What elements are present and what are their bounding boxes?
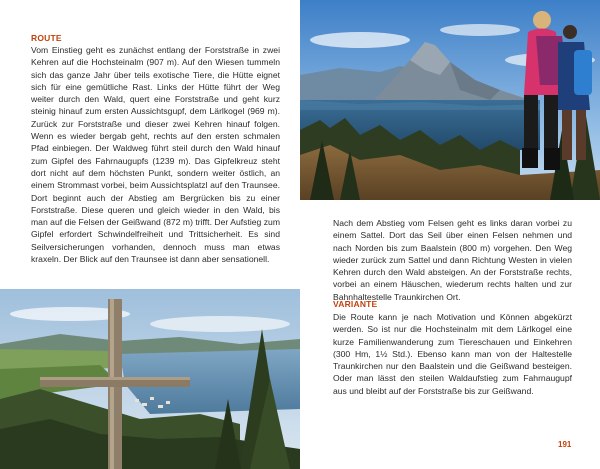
continuation-text: Nach dem Abstieg vom Felsen geht es links daran vorbei zu einem Sattel. Dort das Seil über einen Felsen nehmen und nach Norden bis zum Baalstein (800 m) vorgehen. Den Weg wieder zurück zum Sattel und dann Richtung Westen in vielen Kehren durch den Wald absteigen. An der Forststraße rechts, vorbei an einem Häuschen, wiederum rechts halten und zur Bahnhaltestelle Traunkirchen Ort. <box>333 218 572 302</box>
variant-heading: VARIANTE <box>333 299 378 309</box>
photo-hikers-traunstein-image <box>300 0 600 200</box>
route-heading: ROUTE <box>31 33 62 43</box>
photo-summit-cross-image <box>0 289 300 469</box>
photo-hikers-traunstein <box>300 0 600 200</box>
variant-text: Die Route kann je nach Motivation und Können abgekürzt werden. So ist nur die Hochsteinalm mit dem Lärlkogel eine kurze Familienwanderung zum Tiereschauen und Einkehren (300 Hm, 1½ Std.). Ebenso kann man von der Haltestelle Traunkirchen nur den Baalstein und die Geißwand besteigen. Oder man lässt den steilen Waldaufstieg zum Fahrnaugupf aus und bleibt auf der Forststraße bis zur Geißwand. <box>333 312 572 396</box>
page-number: 191 <box>558 440 572 449</box>
route-text: Vom Einstieg geht es zunächst entlang der Forststraße in zwei Kehren auf die Hochsteinalm (907 m). Auf den Wiesen tummeln sich das ganze Jahr über teils exotische Tiere, die Hütte eignet sich für eine gemütliche Rast. Links der Hütte führt der Weg weiter durch den Wald, quert eine Forststraße und geht kurz steinig hinauf zum ersten Aussichtsgupf, dem Lärlkogel (969 m). Zurück zur Forststraße und dieser zwei Kehren hinauf folgen. Wenn es wieder bergab geht, rechts auf den ersten schmalen Pfad einbiegen. Der Waldweg führt steil durch den Wald hinauf zum Gipfel des Fahrnaugupfs (1239 m). Das Gipfelkreuz steht dort nicht auf dem höchsten Punkt, sondern weiter östlich, an einem Strommast vorbei, beim Aussichtsplatzl auf den Traunsee. Dort beginnt auch der Abstieg am Bergrücken bis zu einer Forststraße. Diese queren und gleich wieder in den Wald, bis man auf die Felsen der Geißwand (872 m) trifft. Der Aufstieg zum Gipfel erfordert Schwindelfreiheit und Trittsicherheit. Es sind Seilversicherungen vorhanden, dennoch muss man etwas kraxeln. Der Blick auf den Traunsee ist dann aber sensationell. <box>31 45 280 265</box>
photo-summit-cross <box>0 289 300 469</box>
